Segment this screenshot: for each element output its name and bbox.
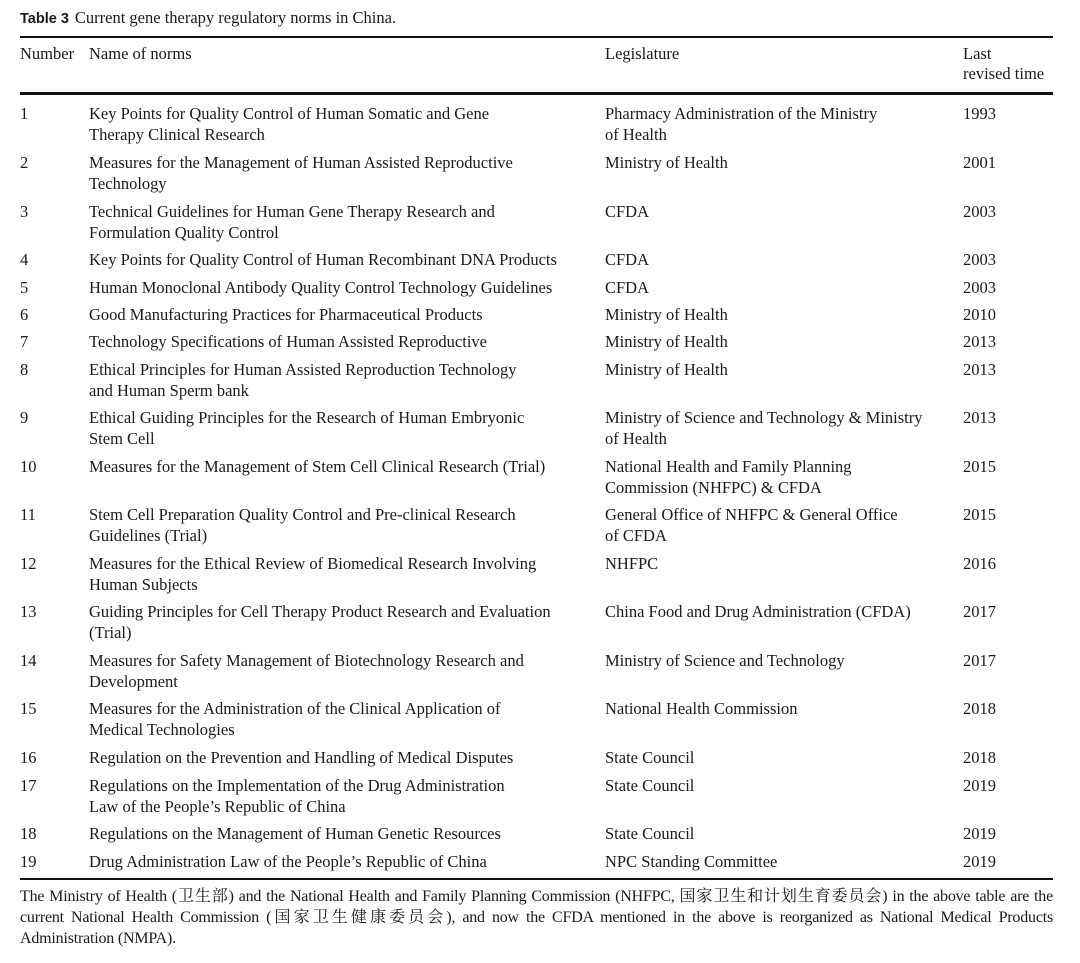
cell-legislature	[605, 201, 957, 222]
cell-number: 3	[20, 202, 29, 221]
cell-legislature-line: General Office of NHFPC & General Office	[605, 505, 898, 524]
table-caption	[20, 8, 396, 28]
cell-year: 2019	[963, 824, 996, 843]
cell-year: 2003	[963, 202, 996, 221]
cell-name	[89, 277, 604, 298]
cell-year: 2003	[963, 278, 996, 297]
cell-legislature-line: Ministry of Science and Technology	[605, 651, 845, 670]
cell-name-line: and Human Sperm bank	[89, 381, 249, 400]
cell-number: 10	[20, 457, 37, 476]
cell-number: 15	[20, 699, 37, 718]
cell-name	[89, 823, 604, 844]
cell-name-line: Measures for the Administration of the Clinical Application of	[89, 699, 501, 718]
cell-name	[89, 407, 604, 449]
cell-name	[89, 331, 604, 352]
cell-year: 2018	[963, 699, 996, 718]
cell-legislature	[605, 359, 957, 380]
cell-legislature-line: National Health Commission	[605, 699, 798, 718]
cell-legislature-line: NPC Standing Committee	[605, 852, 778, 871]
cell-number: 4	[20, 250, 29, 269]
cell-name	[89, 456, 604, 477]
cell-name	[89, 601, 604, 643]
cell-number: 13	[20, 602, 37, 621]
bottom-rule	[20, 878, 1053, 880]
cell-legislature-line: State Council	[605, 824, 695, 843]
cell-legislature-line: of Health	[605, 429, 667, 448]
cell-year: 2016	[963, 554, 996, 573]
cell-name	[89, 747, 604, 768]
cell-number: 14	[20, 651, 37, 670]
cell-number: 7	[20, 332, 29, 351]
cell-year: 2017	[963, 602, 996, 621]
cell-legislature-line: of CFDA	[605, 526, 667, 545]
cell-name-line: Regulation on the Prevention and Handling of Medical Disputes	[89, 748, 514, 767]
top-rule	[20, 36, 1053, 38]
cell-year: 2001	[963, 153, 996, 172]
cell-legislature-line: National Health and Family Planning	[605, 457, 852, 476]
cell-year: 2015	[963, 457, 996, 476]
cell-name	[89, 304, 604, 325]
header-number: Number	[20, 44, 75, 63]
cell-legislature	[605, 504, 957, 546]
cell-number: 18	[20, 824, 37, 843]
cell-legislature-line: CFDA	[605, 250, 650, 269]
cell-legislature	[605, 823, 957, 844]
cell-year: 2017	[963, 651, 996, 670]
cell-legislature-line: Ministry of Science and Technology & Ministry	[605, 408, 923, 427]
cell-legislature	[605, 456, 957, 498]
cell-year: 1993	[963, 104, 996, 123]
cell-legislature-line: Commission (NHFPC) & CFDA	[605, 478, 822, 497]
cell-legislature-line: State Council	[605, 748, 695, 767]
cell-year: 2018	[963, 748, 996, 767]
cell-legislature	[605, 407, 957, 449]
cell-number: 1	[20, 104, 29, 123]
cell-legislature-line: CFDA	[605, 202, 650, 221]
header-legislature: Legislature	[605, 44, 680, 63]
cell-name-line: Measures for the Ethical Review of Biomedical Research Involving	[89, 554, 537, 573]
cell-name-line: Technology Specifications of Human Assisted Reproductive	[89, 332, 487, 351]
cell-name	[89, 359, 604, 401]
header-year	[963, 44, 1044, 84]
cell-name-line: Human Subjects	[89, 575, 198, 594]
header-year-line1: Last	[963, 44, 992, 63]
cell-legislature	[605, 851, 957, 872]
cell-legislature-line: of Health	[605, 125, 667, 144]
cell-legislature	[605, 698, 957, 719]
cell-name-line: Technical Guidelines for Human Gene Therapy Research and	[89, 202, 495, 221]
cell-name-line: Human Monoclonal Antibody Quality Control Technology Guidelines	[89, 278, 553, 297]
cell-legislature	[605, 152, 957, 173]
cell-number: 6	[20, 305, 29, 324]
cell-number: 19	[20, 852, 37, 871]
cell-name-line: Formulation Quality Control	[89, 223, 279, 242]
cell-year: 2013	[963, 332, 996, 351]
cell-name-line: Ethical Guiding Principles for the Research of Human Embryonic	[89, 408, 525, 427]
cell-year: 2010	[963, 305, 996, 324]
header-rule	[20, 92, 1053, 95]
cell-name	[89, 553, 604, 595]
cell-legislature-line: Ministry of Health	[605, 153, 728, 172]
cell-legislature-line: State Council	[605, 776, 695, 795]
cell-legislature-line: CFDA	[605, 278, 650, 297]
cell-name	[89, 504, 604, 546]
cell-name	[89, 152, 604, 194]
cell-number: 5	[20, 278, 29, 297]
header-name: Name of norms	[89, 44, 192, 63]
cell-number: 8	[20, 360, 29, 379]
cell-number: 11	[20, 505, 36, 524]
cell-number: 9	[20, 408, 29, 427]
cell-year: 2019	[963, 852, 996, 871]
cell-legislature	[605, 553, 957, 574]
cell-name-line: Ethical Principles for Human Assisted Reproduction Technology	[89, 360, 517, 379]
cell-number: 16	[20, 748, 37, 767]
cell-name-line: Stem Cell	[89, 429, 155, 448]
cell-name	[89, 851, 604, 872]
cell-legislature	[605, 277, 957, 298]
cell-name	[89, 650, 604, 692]
cell-name-line: Development	[89, 672, 178, 691]
cell-legislature-line: Pharmacy Administration of the Ministry	[605, 104, 878, 123]
cell-name-line: Measures for the Management of Stem Cell Clinical Research (Trial)	[89, 457, 546, 476]
cell-number: 12	[20, 554, 37, 573]
cell-year: 2003	[963, 250, 996, 269]
cell-legislature	[605, 747, 957, 768]
cell-year: 2013	[963, 408, 996, 427]
table-title: Current gene therapy regulatory norms in China.	[74, 8, 397, 27]
cell-year: 2013	[963, 360, 996, 379]
header-year-line2: revised time	[963, 64, 1045, 83]
cell-legislature-line: China Food and Drug Administration (CFDA)	[605, 602, 911, 621]
cell-legislature	[605, 331, 957, 352]
cell-legislature-line: NHFPC	[605, 554, 659, 573]
cell-legislature	[605, 249, 957, 270]
cell-legislature	[605, 601, 957, 622]
cell-legislature-line: Ministry of Health	[605, 360, 728, 379]
cell-name-line: Therapy Clinical Research	[89, 125, 265, 144]
cell-name-line: Stem Cell Preparation Quality Control and Pre-clinical Research	[89, 505, 516, 524]
cell-name	[89, 249, 604, 270]
cell-name-line: Guidelines (Trial)	[89, 526, 208, 545]
cell-year: 2015	[963, 505, 996, 524]
cell-name	[89, 698, 604, 740]
cell-name-line: Guiding Principles for Cell Therapy Product Research and Evaluation	[89, 602, 551, 621]
cell-year: 2019	[963, 776, 996, 795]
cell-name-line: Good Manufacturing Practices for Pharmaceutical Products	[89, 305, 483, 324]
cell-name-line: Measures for Safety Management of Biotechnology Research and	[89, 651, 524, 670]
cell-name-line: Technology	[89, 174, 167, 193]
cell-number: 2	[20, 153, 29, 172]
cell-name-line: Drug Administration Law of the People’s Republic of China	[89, 852, 487, 871]
cell-legislature-line: Ministry of Health	[605, 305, 728, 324]
cell-legislature	[605, 650, 957, 671]
cell-legislature-line: Ministry of Health	[605, 332, 728, 351]
cell-name-line: Medical Technologies	[89, 720, 235, 739]
cell-legislature	[605, 103, 957, 145]
cell-name	[89, 103, 604, 145]
cell-name-line: (Trial)	[89, 623, 132, 642]
cell-name-line: Regulations on the Implementation of the Drug Administration	[89, 776, 505, 795]
cell-name-line: Key Points for Quality Control of Human Somatic and Gene	[89, 104, 490, 123]
cell-number: 17	[20, 776, 37, 795]
cell-name	[89, 775, 604, 817]
cell-legislature	[605, 304, 957, 325]
cell-legislature	[605, 775, 957, 796]
cell-name-line: Law of the People’s Republic of China	[89, 797, 346, 816]
cell-name-line: Regulations on the Management of Human Genetic Resources	[89, 824, 501, 843]
cell-name-line: Key Points for Quality Control of Human Recombinant DNA Products	[89, 250, 557, 269]
cell-name-line: Measures for the Management of Human Assisted Reproductive	[89, 153, 513, 172]
table-label: Table 3	[20, 11, 69, 27]
cell-name	[89, 201, 604, 243]
table-footnote: The Ministry of Health (卫生部) and the National Health and Family Planning Commission (NHFPC, 国家卫生和计划生育委员会) in the above table are the current National Health Commission (国家卫生健康委员会), and now the CFDA mentioned in the above is reorganized as National Medical Products Administration (NMPA).	[20, 888, 1053, 947]
